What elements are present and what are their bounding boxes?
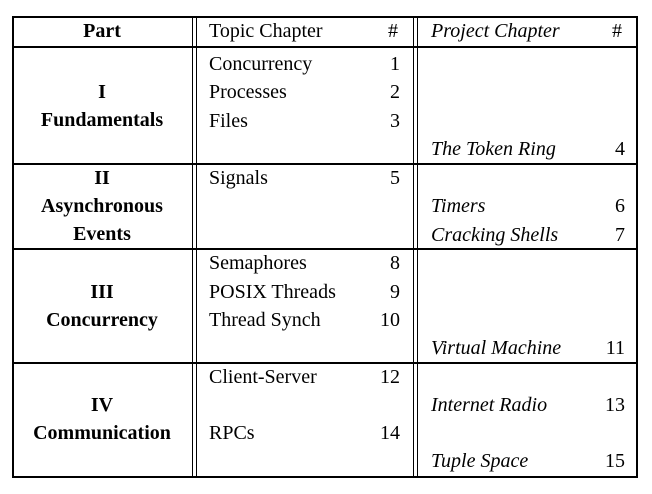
topic-chapter: Thread Synch [209,309,321,331]
row-rule [12,362,638,364]
project-number: 4 [615,138,625,160]
topic-chapter: Processes [209,81,287,103]
project-chapter: Cracking Shells [431,224,559,246]
topic-number: 9 [390,281,400,303]
topic-chapter: Signals [209,167,268,189]
topic-chapter: RPCs [209,422,255,444]
header-project-chapter: Project Chapter [431,20,560,42]
topic-chapter: Client-Server [209,366,317,388]
column-rule [413,17,414,477]
project-number: 11 [605,337,625,359]
part-label: III Concurrency [46,281,158,331]
header-part: Part [83,20,121,42]
project-number: 6 [615,195,625,217]
topic-number: 8 [390,252,400,274]
project-number: 7 [615,224,625,246]
topic-number: 10 [380,309,400,331]
project-chapter: Internet Radio [431,394,548,416]
topic-chapter: Concurrency [209,53,313,75]
part-label: II Asynchronous Events [41,167,163,245]
project-chapter: Timers [431,195,486,217]
project-number: 15 [605,450,625,472]
topic-chapter: Files [209,110,248,132]
header-project-number: # [612,20,622,42]
topic-number: 2 [390,81,400,103]
project-chapter: The Token Ring [431,138,556,160]
topic-number: 1 [390,53,400,75]
topic-number: 14 [380,422,400,444]
header-topic-chapter: Topic Chapter [209,20,323,42]
column-rule [417,17,418,477]
column-rule [196,17,197,477]
project-number: 13 [605,394,625,416]
project-chapter: Virtual Machine [431,337,562,359]
header-topic-number: # [388,20,398,42]
topic-number: 5 [390,167,400,189]
topic-chapter: POSIX Threads [209,281,336,303]
project-chapter: Tuple Space [431,450,529,472]
topic-chapter: Semaphores [209,252,307,274]
part-label: I Fundamentals [40,81,164,131]
column-rule [192,17,193,477]
topic-number: 12 [380,366,400,388]
part-label: IV Communication [33,394,171,444]
topic-number: 3 [390,110,400,132]
header-rule [12,46,638,48]
